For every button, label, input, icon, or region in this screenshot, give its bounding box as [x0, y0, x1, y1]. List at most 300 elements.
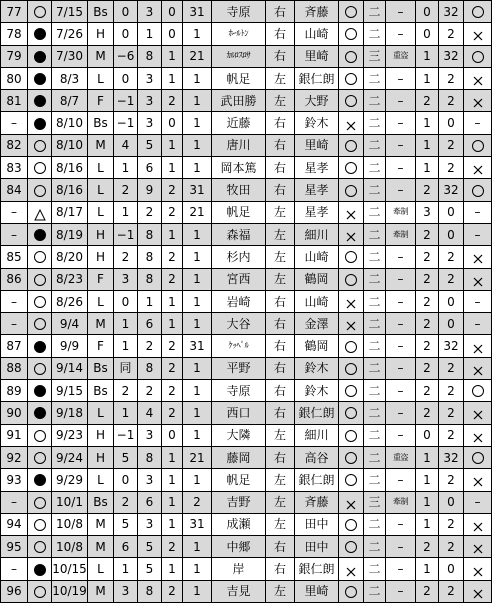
count-code: 2 — [439, 90, 464, 112]
open-circle-icon — [345, 385, 357, 397]
table-row — [1, 268, 492, 290]
opponent-team: M — [88, 313, 114, 335]
count-balls: 2 — [416, 580, 439, 602]
inning: 5 — [138, 558, 162, 580]
catcher-name: 里崎 — [295, 45, 339, 67]
success-mark — [339, 268, 364, 290]
count-balls: 2 — [416, 335, 439, 357]
opponent-team: M — [88, 134, 114, 156]
outs: 2 — [162, 201, 183, 223]
count-code: 2 — [439, 380, 464, 402]
outcome-mark — [464, 513, 492, 535]
table-row — [1, 246, 492, 268]
game-date: 8/16 — [52, 179, 88, 201]
game-date: 7/26 — [52, 23, 88, 45]
count-balls: 2 — [416, 290, 439, 312]
runners: 1 — [183, 268, 212, 290]
outs: 1 — [162, 491, 183, 513]
open-circle-icon — [34, 274, 46, 286]
opponent-team: M — [88, 45, 114, 67]
pitcher-name: 岩崎 — [212, 290, 266, 312]
base-target: 二 — [364, 23, 386, 45]
outs: 2 — [162, 580, 183, 602]
open-circle-icon — [345, 474, 357, 486]
runners: 1 — [183, 112, 212, 134]
success-mark — [339, 157, 364, 179]
count-balls: 2 — [416, 90, 439, 112]
count-balls: 1 — [416, 112, 439, 134]
pitcher-hand: 右 — [266, 179, 295, 201]
game-result-mark — [28, 290, 52, 312]
play-note: – — [386, 313, 416, 335]
success-mark — [339, 402, 364, 424]
open-circle-icon — [472, 185, 484, 197]
count-balls: 3 — [416, 201, 439, 223]
runners: 1 — [183, 424, 212, 446]
score-diff: 2 — [114, 246, 138, 268]
score-diff: 1 — [114, 335, 138, 357]
pitcher-name: 森福 — [212, 223, 266, 245]
pitcher-hand: 右 — [266, 558, 295, 580]
game-result-mark — [28, 268, 52, 290]
outs: 2 — [162, 357, 183, 379]
success-mark — [339, 201, 364, 223]
pitcher-name: ｹｯﾍﾟﾙ — [212, 335, 266, 357]
game-result-mark — [28, 357, 52, 379]
outcome-mark — [464, 402, 492, 424]
row-number: 92 — [1, 446, 28, 468]
runners: 1 — [183, 380, 212, 402]
score-diff: 3 — [114, 268, 138, 290]
outs: 2 — [162, 268, 183, 290]
table-body — [1, 1, 492, 603]
catcher-name: 高谷 — [295, 446, 339, 468]
row-number: 86 — [1, 268, 28, 290]
open-circle-icon — [34, 185, 46, 197]
game-result-mark — [28, 335, 52, 357]
play-note: 重盗 — [386, 446, 416, 468]
open-circle-icon — [345, 28, 357, 40]
count-code: 0 — [439, 558, 464, 580]
table-row — [1, 513, 492, 535]
play-note: – — [386, 290, 416, 312]
base-target: 二 — [364, 112, 386, 134]
inning: 6 — [138, 157, 162, 179]
pitcher-name: 寺原 — [212, 380, 266, 402]
count-balls: 2 — [416, 402, 439, 424]
outcome-mark: – — [464, 201, 492, 223]
pitcher-hand: 左 — [266, 491, 295, 513]
open-circle-icon — [34, 296, 46, 308]
pitcher-hand: 右 — [266, 536, 295, 558]
inning: 6 — [138, 313, 162, 335]
inning: 8 — [138, 268, 162, 290]
row-number: – — [1, 223, 28, 245]
game-result-mark — [28, 380, 52, 402]
open-circle-icon — [34, 452, 46, 464]
opponent-team: Bs — [88, 1, 114, 23]
game-date: 9/24 — [52, 446, 88, 468]
base-target: 二 — [364, 223, 386, 245]
open-circle-icon — [345, 363, 357, 375]
pitcher-hand: 右 — [266, 380, 295, 402]
play-note: – — [386, 90, 416, 112]
inning: 3 — [138, 67, 162, 89]
outcome-mark — [464, 1, 492, 23]
inning: 2 — [138, 380, 162, 402]
open-circle-icon — [345, 73, 357, 85]
play-note: 牽制 — [386, 201, 416, 223]
score-diff: 1 — [114, 402, 138, 424]
outs: 1 — [162, 513, 183, 535]
catcher-name: 里崎 — [295, 580, 339, 602]
count-code: 2 — [439, 469, 464, 491]
game-date: 10/8 — [52, 536, 88, 558]
base-target: 二 — [364, 558, 386, 580]
filled-circle-icon — [34, 28, 46, 40]
runners: 1 — [183, 580, 212, 602]
open-circle-icon — [345, 586, 357, 598]
base-target: 二 — [364, 67, 386, 89]
catcher-name: 細川 — [295, 223, 339, 245]
catcher-name: 斉藤 — [295, 1, 339, 23]
cross-icon — [472, 519, 484, 531]
game-result-mark — [28, 201, 52, 223]
game-result-mark — [28, 491, 52, 513]
count-balls: 2 — [416, 357, 439, 379]
count-balls: 0 — [416, 424, 439, 446]
count-code: 2 — [439, 246, 464, 268]
open-circle-icon — [345, 274, 357, 286]
count-code: 2 — [439, 23, 464, 45]
row-number: 89 — [1, 380, 28, 402]
count-code: 0 — [439, 290, 464, 312]
base-target: 二 — [364, 424, 386, 446]
outcome-mark — [464, 268, 492, 290]
play-note: – — [386, 179, 416, 201]
pitcher-name: 藤岡 — [212, 446, 266, 468]
play-note: – — [386, 246, 416, 268]
pitcher-name: 大隣 — [212, 424, 266, 446]
score-diff: 1 — [114, 201, 138, 223]
outcome-mark — [464, 45, 492, 67]
success-mark — [339, 536, 364, 558]
cross-icon — [472, 363, 484, 375]
success-mark — [339, 357, 364, 379]
game-date: 8/17 — [52, 201, 88, 223]
triangle-icon — [34, 207, 46, 219]
cross-icon — [345, 497, 357, 509]
runners: 1 — [183, 536, 212, 558]
runners: 1 — [183, 558, 212, 580]
success-mark — [339, 246, 364, 268]
success-mark — [339, 513, 364, 535]
outs: 0 — [162, 1, 183, 23]
opponent-team: L — [88, 402, 114, 424]
catcher-name: 鈴木 — [295, 380, 339, 402]
inning: 2 — [138, 335, 162, 357]
base-target: 二 — [364, 90, 386, 112]
cross-icon — [472, 430, 484, 442]
game-date: 10/15 — [52, 558, 88, 580]
count-balls: 0 — [416, 1, 439, 23]
row-number: 87 — [1, 335, 28, 357]
outs: 2 — [162, 380, 183, 402]
play-note: – — [386, 67, 416, 89]
pitcher-hand: 右 — [266, 45, 295, 67]
catcher-name: 田中 — [295, 513, 339, 535]
runners: 1 — [183, 23, 212, 45]
row-number: 78 — [1, 23, 28, 45]
count-code: 32 — [439, 1, 464, 23]
table-row — [1, 223, 492, 245]
play-note: – — [386, 536, 416, 558]
pitcher-hand: 右 — [266, 313, 295, 335]
catcher-name: 銀仁朗 — [295, 469, 339, 491]
table-row — [1, 558, 492, 580]
play-note: – — [386, 134, 416, 156]
game-result-mark — [28, 223, 52, 245]
open-circle-icon — [345, 407, 357, 419]
success-mark — [339, 223, 364, 245]
cross-icon — [345, 318, 357, 330]
pitcher-hand: 右 — [266, 1, 295, 23]
runners: 1 — [183, 157, 212, 179]
pitcher-hand: 左 — [266, 246, 295, 268]
catcher-name: 山崎 — [295, 290, 339, 312]
score-diff: 1 — [114, 558, 138, 580]
game-result-mark — [28, 112, 52, 134]
game-result-mark — [28, 402, 52, 424]
runners: 1 — [183, 290, 212, 312]
inning: 8 — [138, 580, 162, 602]
row-number: – — [1, 201, 28, 223]
filled-circle-icon — [34, 73, 46, 85]
pitcher-name: 帆足 — [212, 201, 266, 223]
play-note: – — [386, 513, 416, 535]
opponent-team: M — [88, 536, 114, 558]
filled-circle-icon — [34, 407, 46, 419]
count-code: 2 — [439, 134, 464, 156]
success-mark — [339, 313, 364, 335]
outcome-mark — [464, 580, 492, 602]
catcher-name: 金澤 — [295, 313, 339, 335]
open-circle-icon — [345, 162, 357, 174]
catcher-name: 山崎 — [295, 23, 339, 45]
filled-circle-icon — [34, 118, 46, 130]
catcher-name: 里崎 — [295, 134, 339, 156]
row-number: – — [1, 313, 28, 335]
play-note: – — [386, 268, 416, 290]
game-date: 9/18 — [52, 402, 88, 424]
opponent-team: Bs — [88, 380, 114, 402]
success-mark — [339, 558, 364, 580]
pitcher-name: 宮西 — [212, 268, 266, 290]
success-mark — [339, 491, 364, 513]
open-circle-icon — [34, 162, 46, 174]
count-balls: 2 — [416, 380, 439, 402]
game-date: 9/9 — [52, 335, 88, 357]
inning: 8 — [138, 357, 162, 379]
play-note: – — [386, 580, 416, 602]
game-result-mark — [28, 246, 52, 268]
catcher-name: 銀仁朗 — [295, 558, 339, 580]
game-result-mark — [28, 536, 52, 558]
runners: 1 — [183, 357, 212, 379]
outcome-mark — [464, 469, 492, 491]
count-balls: 2 — [416, 313, 439, 335]
count-balls: 2 — [416, 223, 439, 245]
game-date: 10/19 — [52, 580, 88, 602]
pitcher-hand: 右 — [266, 134, 295, 156]
play-note: – — [386, 380, 416, 402]
open-circle-icon — [34, 497, 46, 509]
base-target: 二 — [364, 1, 386, 23]
opponent-team: H — [88, 23, 114, 45]
outcome-mark — [464, 157, 492, 179]
game-date: 10/8 — [52, 513, 88, 535]
row-number: 83 — [1, 157, 28, 179]
base-target: 二 — [364, 157, 386, 179]
base-target: 二 — [364, 446, 386, 468]
table-row — [1, 201, 492, 223]
table-row — [1, 357, 492, 379]
base-target: 三 — [364, 491, 386, 513]
opponent-team: L — [88, 558, 114, 580]
table-row — [1, 90, 492, 112]
outs: 1 — [162, 313, 183, 335]
catcher-name: 山崎 — [295, 246, 339, 268]
cross-icon — [472, 474, 484, 486]
pitcher-name: 武田勝 — [212, 90, 266, 112]
runners: 1 — [183, 223, 212, 245]
game-result-mark — [28, 23, 52, 45]
row-number: 85 — [1, 246, 28, 268]
outs: 2 — [162, 402, 183, 424]
play-note: 牽制 — [386, 491, 416, 513]
count-code: 2 — [439, 157, 464, 179]
row-number: – — [1, 290, 28, 312]
inning: 4 — [138, 402, 162, 424]
filled-circle-icon — [34, 385, 46, 397]
row-number: 90 — [1, 402, 28, 424]
filled-circle-icon — [34, 474, 46, 486]
cross-icon — [472, 564, 484, 576]
score-diff: 2 — [114, 179, 138, 201]
game-date: 9/29 — [52, 469, 88, 491]
open-circle-icon — [345, 185, 357, 197]
outs: 2 — [162, 335, 183, 357]
open-circle-icon — [34, 318, 46, 330]
catcher-name: 細川 — [295, 424, 339, 446]
table-row — [1, 112, 492, 134]
base-target: 二 — [364, 313, 386, 335]
base-target: 二 — [364, 536, 386, 558]
outs: 1 — [162, 157, 183, 179]
catcher-name: 星孝 — [295, 157, 339, 179]
row-number: 96 — [1, 580, 28, 602]
open-circle-icon — [345, 452, 357, 464]
base-target: 二 — [364, 380, 386, 402]
game-result-mark — [28, 45, 52, 67]
count-balls: 1 — [416, 67, 439, 89]
pitcher-name: 中郷 — [212, 536, 266, 558]
play-note: – — [386, 157, 416, 179]
row-number: 79 — [1, 45, 28, 67]
open-circle-icon — [345, 430, 357, 442]
outs: 1 — [162, 134, 183, 156]
inning: 8 — [138, 223, 162, 245]
pitcher-name: 唐川 — [212, 134, 266, 156]
inning: 5 — [138, 536, 162, 558]
pitcher-hand: 右 — [266, 23, 295, 45]
outcome-mark: – — [464, 290, 492, 312]
open-circle-icon — [34, 363, 46, 375]
score-diff: −1 — [114, 112, 138, 134]
catcher-name: 銀仁朗 — [295, 67, 339, 89]
play-note: – — [386, 558, 416, 580]
base-target: 二 — [364, 179, 386, 201]
score-diff: 0 — [114, 1, 138, 23]
catcher-name: 鶴岡 — [295, 335, 339, 357]
opponent-team: L — [88, 179, 114, 201]
cross-icon — [472, 95, 484, 107]
success-mark — [339, 1, 364, 23]
cross-icon — [472, 28, 484, 40]
pitcher-name: 大谷 — [212, 313, 266, 335]
opponent-team: F — [88, 90, 114, 112]
pitcher-name: 成瀬 — [212, 513, 266, 535]
outs: 0 — [162, 424, 183, 446]
open-circle-icon — [34, 140, 46, 152]
pitcher-hand: 左 — [266, 268, 295, 290]
count-code: 32 — [439, 179, 464, 201]
score-diff: 0 — [114, 469, 138, 491]
opponent-team: F — [88, 335, 114, 357]
count-balls: 1 — [416, 134, 439, 156]
success-mark — [339, 90, 364, 112]
outs: 2 — [162, 246, 183, 268]
game-result-mark — [28, 580, 52, 602]
cross-icon — [472, 274, 484, 286]
score-diff: 1 — [114, 313, 138, 335]
base-target: 三 — [364, 45, 386, 67]
row-number: 91 — [1, 424, 28, 446]
count-balls: 1 — [416, 45, 439, 67]
count-code: 0 — [439, 201, 464, 223]
game-date: 9/14 — [52, 357, 88, 379]
pitcher-name: 岸 — [212, 558, 266, 580]
play-note: – — [386, 424, 416, 446]
play-note: – — [386, 402, 416, 424]
base-target: 二 — [364, 268, 386, 290]
pitcher-hand: 左 — [266, 424, 295, 446]
table-row — [1, 1, 492, 23]
pitcher-name: 吉見 — [212, 580, 266, 602]
count-balls: 1 — [416, 491, 439, 513]
count-code: 0 — [439, 491, 464, 513]
game-result-mark — [28, 90, 52, 112]
filled-circle-icon — [34, 95, 46, 107]
cross-icon — [472, 162, 484, 174]
opponent-team: L — [88, 67, 114, 89]
table-row — [1, 179, 492, 201]
game-date: 8/16 — [52, 157, 88, 179]
game-date: 8/10 — [52, 134, 88, 156]
game-result-mark — [28, 558, 52, 580]
count-balls: 1 — [416, 469, 439, 491]
game-date: 7/15 — [52, 1, 88, 23]
